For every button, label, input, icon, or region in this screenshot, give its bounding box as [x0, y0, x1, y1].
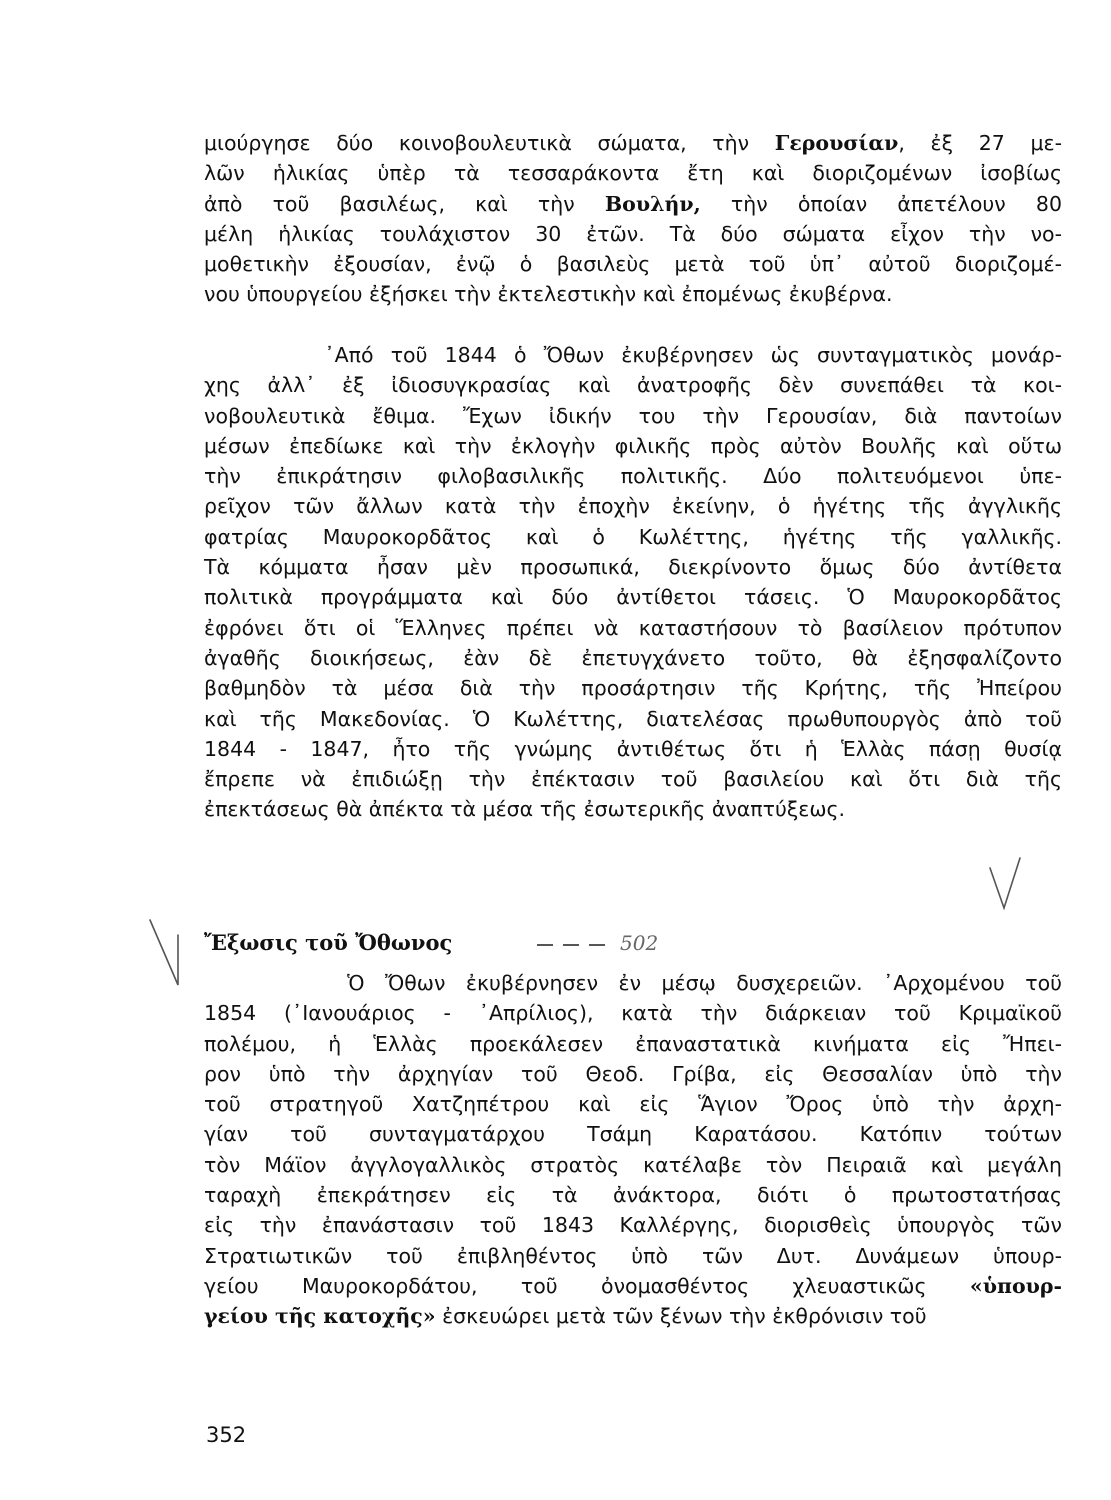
- text-run: ἐπεκτάσεως θὰ ἀπέκτα τὰ μέσα τῆς ἐσωτερικῆς ἀναπτύξεως.: [204, 797, 846, 822]
- text-line: [204, 431, 1062, 461]
- text-line: [204, 1059, 1062, 1089]
- handwritten-check-mark-right: [990, 858, 1020, 908]
- text-run: καὶ τῆς Μακεδονίας. Ὁ Κωλέττης, διατελέσας πρωθυπουργὸς ἀπὸ τοῦ: [204, 706, 1062, 731]
- text-run: μιούργησε δύο κοινοβουλευτικὰ σώματα, τὴν: [204, 131, 775, 155]
- text-run: μέλη ἡλικίας τουλάχιστον 30 ἐτῶν. Τὰ δύο σώματα εἶχον τὴν νο-: [204, 221, 1062, 246]
- text-line: [204, 1241, 1062, 1271]
- text-line: [204, 219, 1062, 249]
- text-line: [204, 643, 1062, 673]
- text-line: [204, 1089, 1062, 1119]
- text-line: [204, 522, 1062, 552]
- text-run: ἀπὸ τοῦ βασιλέως, καὶ τὴν: [204, 191, 605, 216]
- text-run: ἔπρεπε νὰ ἐπιδιώξῃ τὴν ἐπέκτασιν τοῦ βασιλείου καὶ ὅτι διὰ τῆς: [204, 767, 1062, 792]
- text-line: [204, 1029, 1062, 1059]
- text-line: [204, 249, 1062, 279]
- text-line: [204, 491, 1062, 521]
- text-line: [204, 968, 1062, 998]
- text-line: [204, 401, 1062, 431]
- text-line: [204, 1301, 1062, 1331]
- text-run: πολέμου, ἡ Ἑλλὰς προεκάλεσεν ἐπαναστατικὰ κινήματα εἰς Ἤπει-: [204, 1031, 1062, 1056]
- text-run: γίαν τοῦ συνταγματάρχου Τσάμη Καρατάσου. Κατόπιν τούτων: [204, 1122, 1062, 1147]
- handwritten-page-ref: 502: [620, 931, 659, 955]
- section-heading: [204, 928, 452, 958]
- handwritten-check-mark-left: [150, 920, 178, 985]
- handwritten-dash-annotation: [537, 931, 658, 955]
- text-line: [204, 1150, 1062, 1180]
- paragraph-1: [204, 128, 1062, 310]
- bold-term: «ὑπουρ-: [969, 1273, 1062, 1298]
- text-line: [204, 340, 1062, 370]
- text-run: τὸν Μάϊον ἀγγλογαλλικὸς στρατὸς κατέλαβε τὸν Πειραιᾶ καὶ μεγάλη: [204, 1152, 1062, 1177]
- text-run: ρεῖχον τῶν ἄλλων κατὰ τὴν ἐποχὴν ἐκείνην, ὁ ἡγέτης τῆς ἀγγλικῆς: [204, 494, 1062, 519]
- text-run: τὴν ὁποίαν ἀπετέλουν 80: [700, 191, 1062, 216]
- text-line: [204, 613, 1062, 643]
- text-run: βαθμηδὸν τὰ μέσα διὰ τὴν προσάρτησιν τῆς Κρήτης, τῆς Ἠπείρου: [204, 676, 1062, 701]
- text-line: [204, 1180, 1062, 1210]
- text-run: χης ἀλλ᾽ ἐξ ἰδιοσυγκρασίας καὶ ἀνατροφῆς δὲν συνεπάθει τὰ κοι-: [204, 373, 1062, 398]
- text-run: εἰς τὴν ἐπανάστασιν τοῦ 1843 Καλλέργης, διορισθεὶς ὑπουργὸς τῶν: [204, 1213, 1062, 1238]
- text-run: ᾽Από τοῦ 1844 ὁ Ὄθων ἐκυβέρνησεν ὡς συνταγματικὸς μονάρ-: [204, 343, 1062, 367]
- text-run: μοθετικὴν ἐξουσίαν, ἐνῷ ὁ βασιλεὺς μετὰ τοῦ ὑπ᾽ αὐτοῦ διοριζομέ-: [204, 252, 1062, 277]
- text-run: νου ὑπουργείου ἐξήσκει τὴν ἐκτελεστικὴν καὶ ἐπομένως ἐκυβέρνα.: [204, 282, 893, 307]
- paragraph-3: [204, 968, 1062, 1332]
- text-run: Ὁ Ὄθων ἐκυβέρνησεν ἐν μέσῳ δυσχερειῶν. ᾽Αρχομένου τοῦ: [204, 971, 1062, 995]
- bold-term: γείου τῆς κατοχῆς»: [204, 1304, 436, 1329]
- text-run: λῶν ἡλικίας ὑπὲρ τὰ τεσσαράκοντα ἔτη καὶ διοριζομένων ἰσοβίως: [204, 161, 1062, 186]
- text-run: ἀγαθῆς διοικήσεως, ἐὰν δὲ ἐπετυγχάνετο τοῦτο, θὰ ἐξησφαλίζοντο: [204, 645, 1062, 670]
- text-line: [204, 461, 1062, 491]
- text-line: [204, 764, 1062, 794]
- bold-term: Γερουσίαν: [774, 131, 899, 155]
- text-line: [204, 1210, 1062, 1240]
- text-line: [204, 704, 1062, 734]
- paragraph-2: [204, 340, 1062, 825]
- text-line: [204, 1271, 1062, 1301]
- text-run: μέσων ἐπεδίωκε καὶ τὴν ἐκλογὴν φιλικῆς πρὸς αὐτὸν Βουλῆς καὶ οὕτω: [204, 433, 1062, 458]
- text-line: [204, 582, 1062, 612]
- text-line: [204, 279, 1062, 309]
- text-line: [204, 552, 1062, 582]
- text-line: [204, 734, 1062, 764]
- text-run: τὴν ἐπικράτησιν φιλοβασιλικῆς πολιτικῆς. Δύο πολιτευόμενοι ὑπε-: [204, 464, 1062, 489]
- text-run: Στρατιωτικῶν τοῦ ἐπιβληθέντος ὑπὸ τῶν Δυτ. Δυνάμεων ὑπουρ-: [204, 1243, 1062, 1268]
- page-number: 352: [206, 1423, 247, 1447]
- section-heading-text: Ἔξωσις τοῦ Ὄθωνος: [204, 930, 453, 955]
- text-run: ἐφρόνει ὅτι οἱ Ἕλληνες πρέπει νὰ καταστήσουν τὸ βασίλειον πρότυπον: [204, 615, 1062, 640]
- text-run: φατρίας Μαυροκορδᾶτος καὶ ὁ Κωλέττης, ἡγέτης τῆς γαλλικῆς.: [204, 524, 1062, 549]
- bold-term: Βουλήν,: [604, 191, 701, 216]
- text-line: [204, 189, 1062, 219]
- text-run: πολιτικὰ προγράμματα καὶ δύο ἀντίθετοι τάσεις. Ὁ Μαυροκορδᾶτος: [204, 585, 1062, 610]
- text-run: ρον ὑπὸ τὴν ἀρχηγίαν τοῦ Θεοδ. Γρίβα, εἰς Θεσσαλίαν ὑπὸ τὴν: [204, 1061, 1062, 1086]
- text-run: ταραχὴ ἐπεκράτησεν εἰς τὰ ἀνάκτορα, διότι ὁ πρωτοστατήσας: [204, 1183, 1062, 1208]
- text-line: [204, 128, 1062, 158]
- text-run: γείου Μαυροκορδάτου, τοῦ ὀνομασθέντος χλευαστικῶς: [204, 1273, 970, 1298]
- text-run: Τὰ κόμματα ἦσαν μὲν προσωπικά, διεκρίνοντο ὅμως δύο ἀντίθετα: [204, 555, 1062, 580]
- text-line: [204, 673, 1062, 703]
- text-line: [204, 370, 1062, 400]
- text-run: , ἐξ 27 με-: [898, 131, 1063, 155]
- text-line: [204, 1119, 1062, 1149]
- text-line: [204, 998, 1062, 1028]
- text-run: τοῦ στρατηγοῦ Χατζηπέτρου καὶ εἰς Ἅγιον Ὄρος ὑπὸ τὴν ἀρχη-: [204, 1092, 1062, 1117]
- text-run: 1854 (᾽Ιανουάριος - ᾽Απρίλιος), κατὰ τὴν διάρκειαν τοῦ Κριμαϊκοῦ: [204, 1001, 1062, 1026]
- text-line: [204, 794, 1062, 824]
- text-line: [204, 158, 1062, 188]
- text-run: ἐσκευώρει μετὰ τῶν ξένων τὴν ἐκθρόνισιν τοῦ: [435, 1304, 927, 1329]
- text-run: 1844 - 1847, ἦτο τῆς γνώμης ἀντιθέτως ὅτι ἡ Ἑλλὰς πάσῃ θυσίᾳ: [204, 736, 1062, 761]
- text-run: νοβουλευτικὰ ἔθιμα. Ἔχων ἰδικήν του τὴν Γερουσίαν, διὰ παντοίων: [204, 403, 1062, 428]
